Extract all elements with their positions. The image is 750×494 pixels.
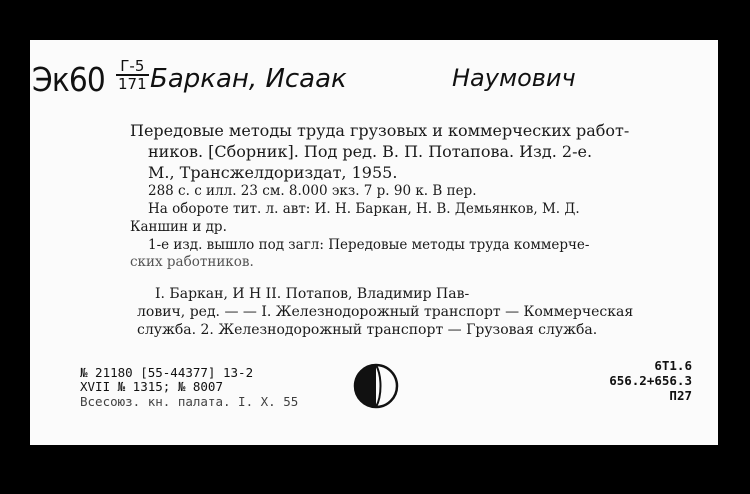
record-publisher: Всесоюз. кн. палата. I. X. 55 [80,394,299,409]
udc-code: 656.2+656.3 [609,373,692,388]
index-line: I. Баркан, И Н II. Потапов, Владимир Пав- [155,286,470,302]
shelf-mark: Эк60 [32,60,105,99]
record-registry: XVII № 1315; № 8007 [80,379,223,394]
catalog-card [30,40,718,445]
subject-index [137,285,634,339]
title-line: М., Трансжелдориздат, 1955. [148,163,398,182]
note-reverse: На обороте тит. л. авт: И. Н. Баркан, Н. В. Демьянков, М. Д. [148,201,580,217]
author-mark: П27 [669,388,692,403]
handwritten-patronym: Наумович [452,64,576,92]
title-line: ников. [Сборник]. Под ред. В. П. Потапова. Изд. 2-е. [148,142,593,161]
library-stamp-icon [352,362,400,410]
handwritten-author: Баркан, Исаак [150,64,347,94]
note-first-edition: 1-е изд. вышло под загл: Передовые методы труда коммерче- [148,237,590,253]
index-line: служба. 2. Железнодорожный транспорт — Грузовая служба. [137,322,598,338]
shelf-fraction-bottom: 171 [118,75,147,93]
index-line: лович, ред. — — I. Железнодорожный транспорт — Коммерческая [137,304,634,320]
title-block [130,120,629,183]
title-line: Передовые методы труда грузовых и коммерческих работ- [130,121,630,140]
note-reverse-cont: Каншин и др. [130,219,227,235]
physical-description: 288 с. с илл. 23 см. 8.000 экз. 7 р. 90 к. В пер. [148,183,477,199]
record-number: № 21180 [55-44377] 13-2 [80,365,254,380]
classification-code: 6Т1.6 [654,358,692,373]
shelf-fraction-top: Г-5 [116,58,149,76]
shelf-fraction [116,58,149,92]
note-first-edition-cont: ских работников. [130,254,254,270]
